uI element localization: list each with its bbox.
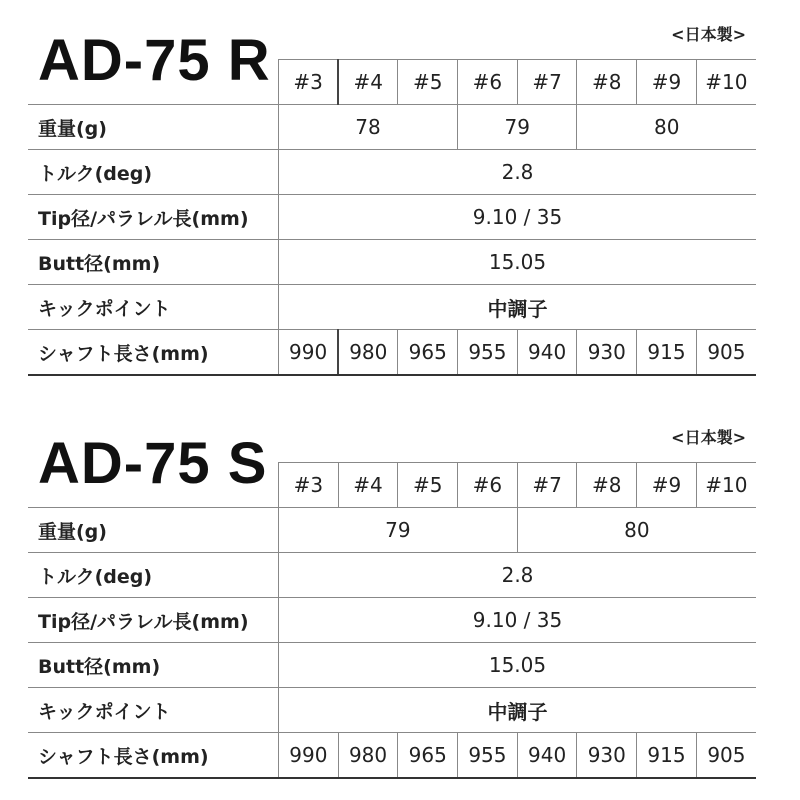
weight-label: 重量(g) [28, 105, 279, 150]
shaft-length-value: 915 [637, 330, 697, 376]
blank-corner-cell [28, 463, 279, 508]
weight-row [28, 508, 756, 553]
club-number-cell: #8 [577, 60, 637, 105]
shaft-length-value: 930 [577, 733, 637, 779]
tip-value: 9.10 / 35 [279, 598, 757, 643]
club-number-cell: #6 [458, 60, 518, 105]
shaft-length-value: 940 [517, 733, 577, 779]
spec-table-s [28, 421, 756, 781]
club-number-cell: #5 [398, 463, 458, 508]
shaft-length-value: 965 [398, 330, 458, 376]
kick-point-label: キックポイント [28, 688, 279, 733]
shaft-length-value: 930 [577, 330, 637, 376]
kick-point-row [28, 688, 756, 733]
kick-point-value: 中調子 [279, 285, 757, 330]
spec-title: AD-75 S [38, 431, 268, 496]
tip-label: Tip径/パラレル長(mm) [28, 598, 279, 643]
weight-value: 78 [279, 105, 458, 150]
kick-point-row [28, 285, 756, 330]
club-number-cell: #3 [279, 60, 339, 105]
club-number-cell: #6 [458, 463, 518, 508]
club-number-cell: #4 [338, 60, 398, 105]
weight-row [28, 105, 756, 150]
weight-value: 80 [517, 508, 756, 553]
shaft-length-value: 990 [279, 733, 339, 779]
club-number-row [28, 463, 756, 508]
torque-row [28, 553, 756, 598]
kick-point-label: キックポイント [28, 285, 279, 330]
shaft-length-row [28, 733, 756, 779]
weight-label: 重量(g) [28, 508, 279, 553]
torque-value: 2.8 [279, 553, 757, 598]
spec-grid [28, 59, 756, 376]
shaft-length-value: 965 [398, 733, 458, 779]
tip-value: 9.10 / 35 [279, 195, 757, 240]
club-number-cell: #5 [398, 60, 458, 105]
butt-value: 15.05 [279, 643, 757, 688]
spec-table-r [28, 18, 756, 378]
shaft-length-row [28, 330, 756, 376]
shaft-length-label: シャフト長さ(mm) [28, 330, 279, 376]
tip-row [28, 195, 756, 240]
shaft-length-value: 905 [696, 330, 756, 376]
tip-row [28, 598, 756, 643]
shaft-length-value: 955 [458, 733, 518, 779]
club-number-cell: #7 [517, 463, 577, 508]
shaft-length-value: 980 [338, 733, 398, 779]
made-in-japan-label: <日本製> [671, 428, 746, 447]
club-number-cell: #8 [577, 463, 637, 508]
club-number-cell: #10 [696, 60, 756, 105]
torque-label: トルク(deg) [28, 150, 279, 195]
butt-label: Butt径(mm) [28, 643, 279, 688]
spec-grid [28, 462, 756, 779]
club-number-cell: #9 [637, 60, 697, 105]
butt-value: 15.05 [279, 240, 757, 285]
torque-value: 2.8 [279, 150, 757, 195]
tip-label: Tip径/パラレル長(mm) [28, 195, 279, 240]
club-number-cell: #10 [696, 463, 756, 508]
shaft-length-value: 990 [279, 330, 339, 376]
butt-label: Butt径(mm) [28, 240, 279, 285]
shaft-length-value: 905 [696, 733, 756, 779]
weight-value: 79 [279, 508, 518, 553]
spec-title: AD-75 R [38, 28, 271, 93]
torque-label: トルク(deg) [28, 553, 279, 598]
club-number-cell: #3 [279, 463, 339, 508]
made-in-japan-label: <日本製> [671, 25, 746, 44]
blank-corner-cell [28, 60, 279, 105]
weight-value: 79 [458, 105, 577, 150]
butt-row [28, 643, 756, 688]
club-number-row [28, 60, 756, 105]
kick-point-value: 中調子 [279, 688, 757, 733]
shaft-length-value: 940 [517, 330, 577, 376]
shaft-length-value: 980 [338, 330, 398, 376]
shaft-length-value: 915 [637, 733, 697, 779]
shaft-length-value: 955 [458, 330, 518, 376]
club-number-cell: #4 [338, 463, 398, 508]
club-number-cell: #7 [517, 60, 577, 105]
shaft-length-label: シャフト長さ(mm) [28, 733, 279, 779]
torque-row [28, 150, 756, 195]
butt-row [28, 240, 756, 285]
weight-value: 80 [577, 105, 756, 150]
club-number-cell: #9 [637, 463, 697, 508]
